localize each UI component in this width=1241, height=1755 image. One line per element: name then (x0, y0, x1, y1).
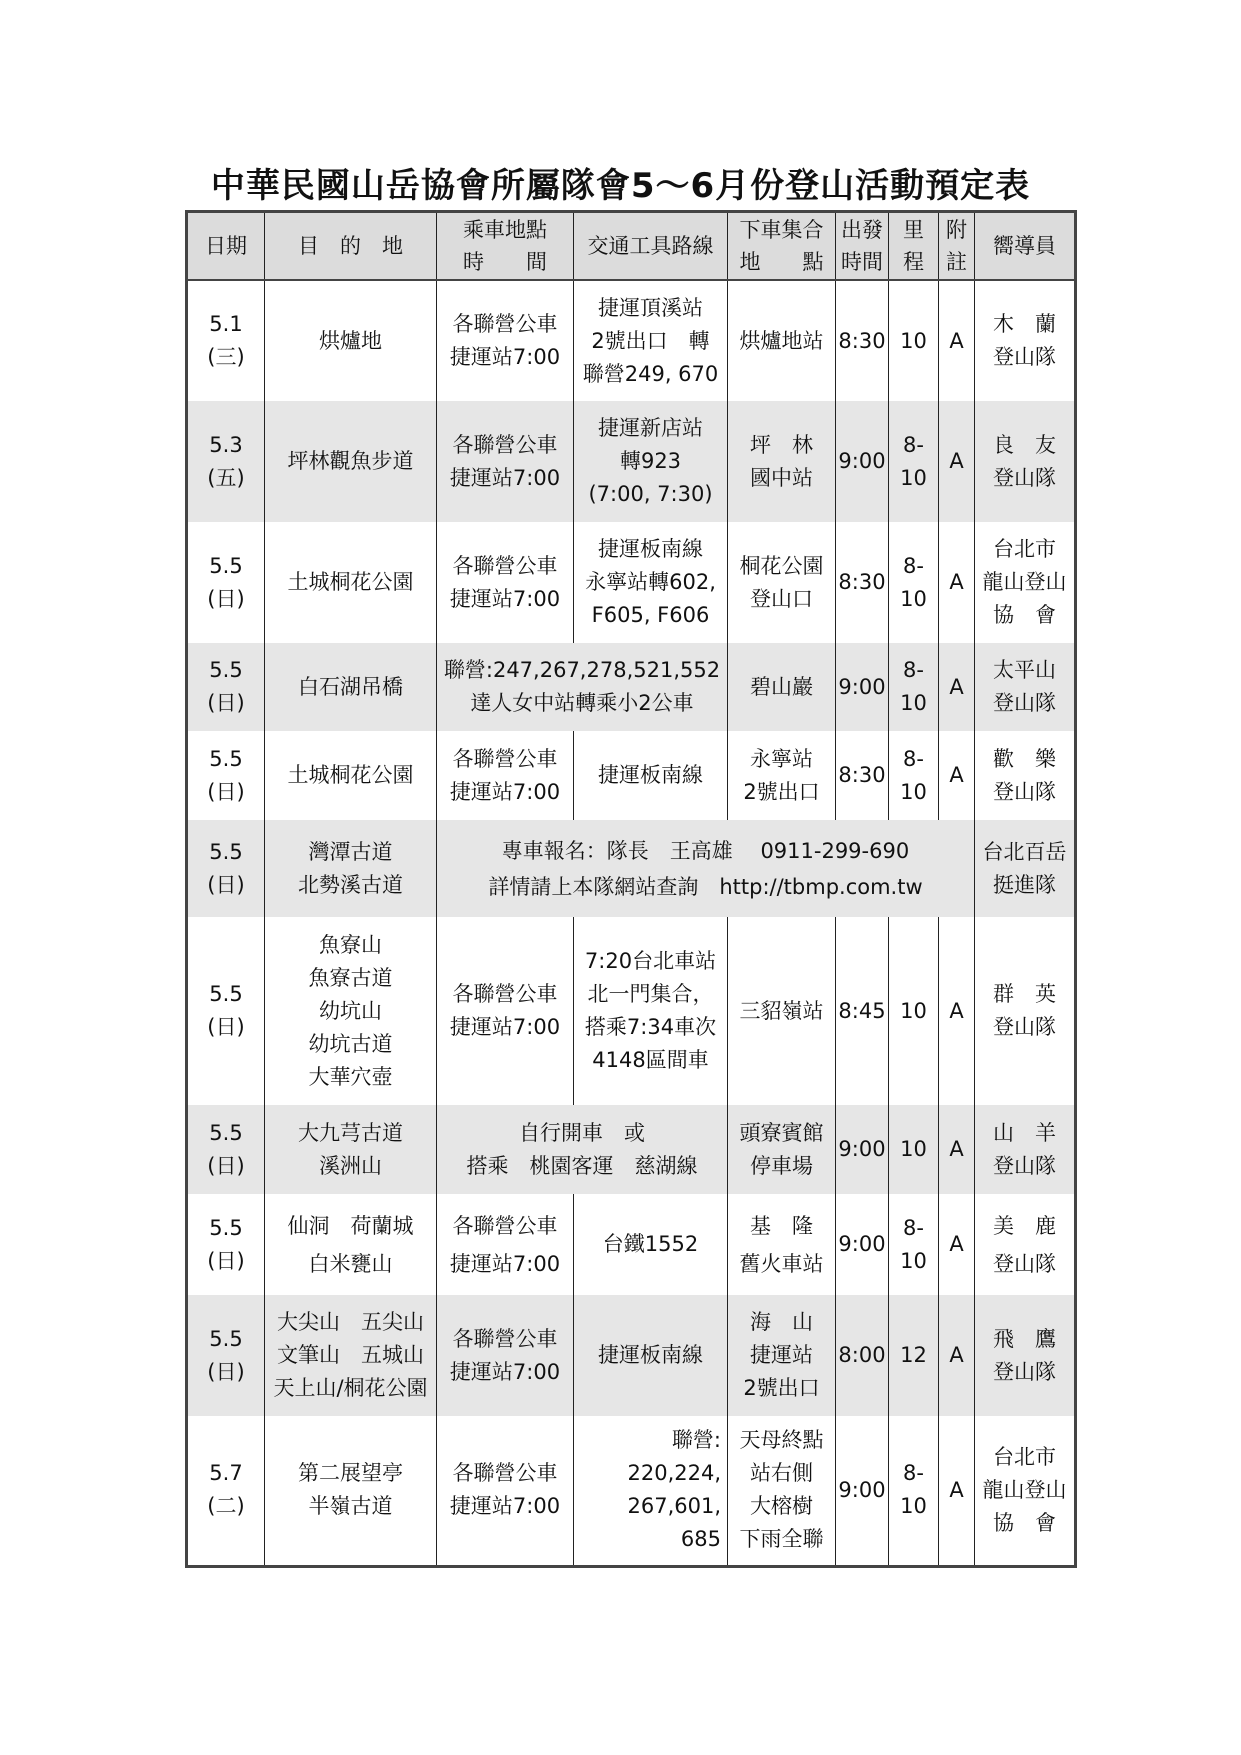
cell-date: 5.5 (日) (187, 731, 265, 820)
cell-meeting: 永寧站 2號出口 (728, 731, 836, 820)
cell-transport: 捷運新店站 轉923 (7:00, 7:30) (574, 401, 728, 522)
cell-destination: 白石湖吊橋 (265, 643, 437, 731)
cell-boarding: 各聯營公車 捷運站7:00 (437, 731, 574, 820)
cell-boarding: 各聯營公車 捷運站7:00 (437, 280, 574, 401)
cell-destination: 第二展望亭 半嶺古道 (265, 1416, 437, 1566)
cell-destination: 土城桐花公園 (265, 522, 437, 643)
cell-date: 5.5 (日) (187, 917, 265, 1105)
table-row (187, 820, 1076, 917)
header-row (187, 212, 1076, 281)
cell-leader: 木 蘭 登山隊 (975, 280, 1076, 401)
cell-note: A (939, 401, 975, 522)
cell-transport: 捷運板南線 (574, 731, 728, 820)
table-row (187, 1194, 1076, 1295)
cell-date: 5.5 (日) (187, 643, 265, 731)
cell-depart: 8:30 (836, 280, 889, 401)
cell-note: A (939, 522, 975, 643)
cell-date: 5.1 (三) (187, 280, 265, 401)
cell-transport: 聯營: 220,224, 267,601, 685 (574, 1416, 728, 1566)
cell-leader: 飛 鷹 登山隊 (975, 1295, 1076, 1416)
cell-distance: 10 (889, 917, 939, 1105)
cell-registration-info: 專車報名：隊長 王高雄 0911-299-690 詳情請上本隊網站查詢 http://tbmp.com.tw (437, 820, 975, 917)
cell-transport: 捷運頂溪站 2號出口 轉 聯營249, 670 (574, 280, 728, 401)
cell-date: 5.3 (五) (187, 401, 265, 522)
cell-boarding: 各聯營公車 捷運站7:00 (437, 917, 574, 1105)
cell-destination: 大尖山 五尖山 文筆山 五城山 天上山/桐花公園 (265, 1295, 437, 1416)
table-row (187, 1295, 1076, 1416)
cell-meeting: 烘爐地站 (728, 280, 836, 401)
cell-leader: 美 鹿 登山隊 (975, 1194, 1076, 1295)
table-row (187, 917, 1076, 1105)
cell-depart: 9:00 (836, 1194, 889, 1295)
cell-leader: 太平山 登山隊 (975, 643, 1076, 731)
header-meeting: 下車集合 地 點 (728, 212, 836, 281)
header-distance: 里 程 (889, 212, 939, 281)
cell-boarding: 各聯營公車 捷運站7:00 (437, 522, 574, 643)
cell-distance: 8-10 (889, 1416, 939, 1566)
cell-distance: 8-10 (889, 1194, 939, 1295)
cell-note: A (939, 1194, 975, 1295)
cell-note: A (939, 643, 975, 731)
cell-depart: 9:00 (836, 401, 889, 522)
cell-note: A (939, 1416, 975, 1566)
header-destination: 目 的 地 (265, 212, 437, 281)
cell-distance: 12 (889, 1295, 939, 1416)
header-boarding: 乘車地點 時 間 (437, 212, 574, 281)
cell-boarding: 各聯營公車 捷運站7:00 (437, 401, 574, 522)
cell-note: A (939, 1105, 975, 1194)
header-transport: 交通工具路線 (574, 212, 728, 281)
cell-distance: 8-10 (889, 401, 939, 522)
cell-destination: 仙洞 荷蘭城 白米甕山 (265, 1194, 437, 1295)
table-row (187, 1105, 1076, 1194)
cell-meeting: 三貂嶺站 (728, 917, 836, 1105)
cell-date: 5.5 (日) (187, 1295, 265, 1416)
cell-date: 5.5 (日) (187, 1194, 265, 1295)
cell-date: 5.5 (日) (187, 522, 265, 643)
cell-meeting: 基 隆 舊火車站 (728, 1194, 836, 1295)
cell-transport: 捷運板南線 (574, 1295, 728, 1416)
cell-destination: 烘爐地 (265, 280, 437, 401)
cell-note: A (939, 917, 975, 1105)
page-title: 中華民國山岳協會所屬隊會5～6月份登山活動預定表 (210, 166, 1031, 206)
table-row (187, 643, 1076, 731)
cell-leader: 歡 樂 登山隊 (975, 731, 1076, 820)
cell-date: 5.5 (日) (187, 820, 265, 917)
cell-distance: 10 (889, 1105, 939, 1194)
cell-meeting: 桐花公園 登山口 (728, 522, 836, 643)
cell-note: A (939, 731, 975, 820)
cell-meeting: 碧山巖 (728, 643, 836, 731)
cell-depart: 8:00 (836, 1295, 889, 1416)
cell-meeting: 坪 林 國中站 (728, 401, 836, 522)
header-leader: 嚮導員 (975, 212, 1076, 281)
cell-leader: 台北百岳 挺進隊 (975, 820, 1076, 917)
cell-transport: 7:20台北車站 北一門集合， 搭乘7:34車次 4148區間車 (574, 917, 728, 1105)
cell-distance: 8-10 (889, 522, 939, 643)
cell-note: A (939, 280, 975, 401)
cell-boarding: 各聯營公車 捷運站7:00 (437, 1295, 574, 1416)
cell-destination: 坪林觀魚步道 (265, 401, 437, 522)
cell-destination: 灣潭古道 北勢溪古道 (265, 820, 437, 917)
cell-depart: 9:00 (836, 1105, 889, 1194)
cell-destination: 魚寮山 魚寮古道 幼坑山 幼坑古道 大華穴壺 (265, 917, 437, 1105)
cell-meeting: 海 山 捷運站 2號出口 (728, 1295, 836, 1416)
cell-meeting: 天母終點 站右側 大榕樹 下雨全聯 (728, 1416, 836, 1566)
cell-boarding: 各聯營公車 捷運站7:00 (437, 1194, 574, 1295)
cell-leader: 台北市 龍山登山 協 會 (975, 1416, 1076, 1566)
cell-note: A (939, 1295, 975, 1416)
schedule-table (185, 210, 1077, 1568)
cell-transport: 台鐵1552 (574, 1194, 728, 1295)
cell-leader: 山 羊 登山隊 (975, 1105, 1076, 1194)
cell-distance: 10 (889, 280, 939, 401)
cell-depart: 8:45 (836, 917, 889, 1105)
header-depart: 出發 時間 (836, 212, 889, 281)
cell-leader: 群 英 登山隊 (975, 917, 1076, 1105)
cell-date: 5.5 (日) (187, 1105, 265, 1194)
cell-distance: 8-10 (889, 643, 939, 731)
table-row (187, 731, 1076, 820)
table-row (187, 280, 1076, 401)
cell-combined-route: 自行開車 或 搭乘 桃園客運 慈湖線 (437, 1105, 728, 1194)
cell-depart: 8:30 (836, 731, 889, 820)
table-row (187, 401, 1076, 522)
table-row (187, 522, 1076, 643)
cell-depart: 9:00 (836, 1416, 889, 1566)
cell-depart: 9:00 (836, 643, 889, 731)
cell-boarding: 各聯營公車 捷運站7:00 (437, 1416, 574, 1566)
cell-meeting: 頭寮賓館 停車場 (728, 1105, 836, 1194)
cell-date: 5.7 (二) (187, 1416, 265, 1566)
cell-depart: 8:30 (836, 522, 889, 643)
cell-leader: 良 友 登山隊 (975, 401, 1076, 522)
cell-transport: 捷運板南線 永寧站轉602, F605, F606 (574, 522, 728, 643)
cell-combined-route: 聯營:247,267,278,521,552 達人女中站轉乘小2公車 (437, 643, 728, 731)
header-date: 日期 (187, 212, 265, 281)
header-note: 附 註 (939, 212, 975, 281)
cell-destination: 大九芎古道 溪洲山 (265, 1105, 437, 1194)
cell-distance: 8-10 (889, 731, 939, 820)
cell-destination: 土城桐花公園 (265, 731, 437, 820)
cell-leader: 台北市 龍山登山 協 會 (975, 522, 1076, 643)
table-row (187, 1416, 1076, 1566)
